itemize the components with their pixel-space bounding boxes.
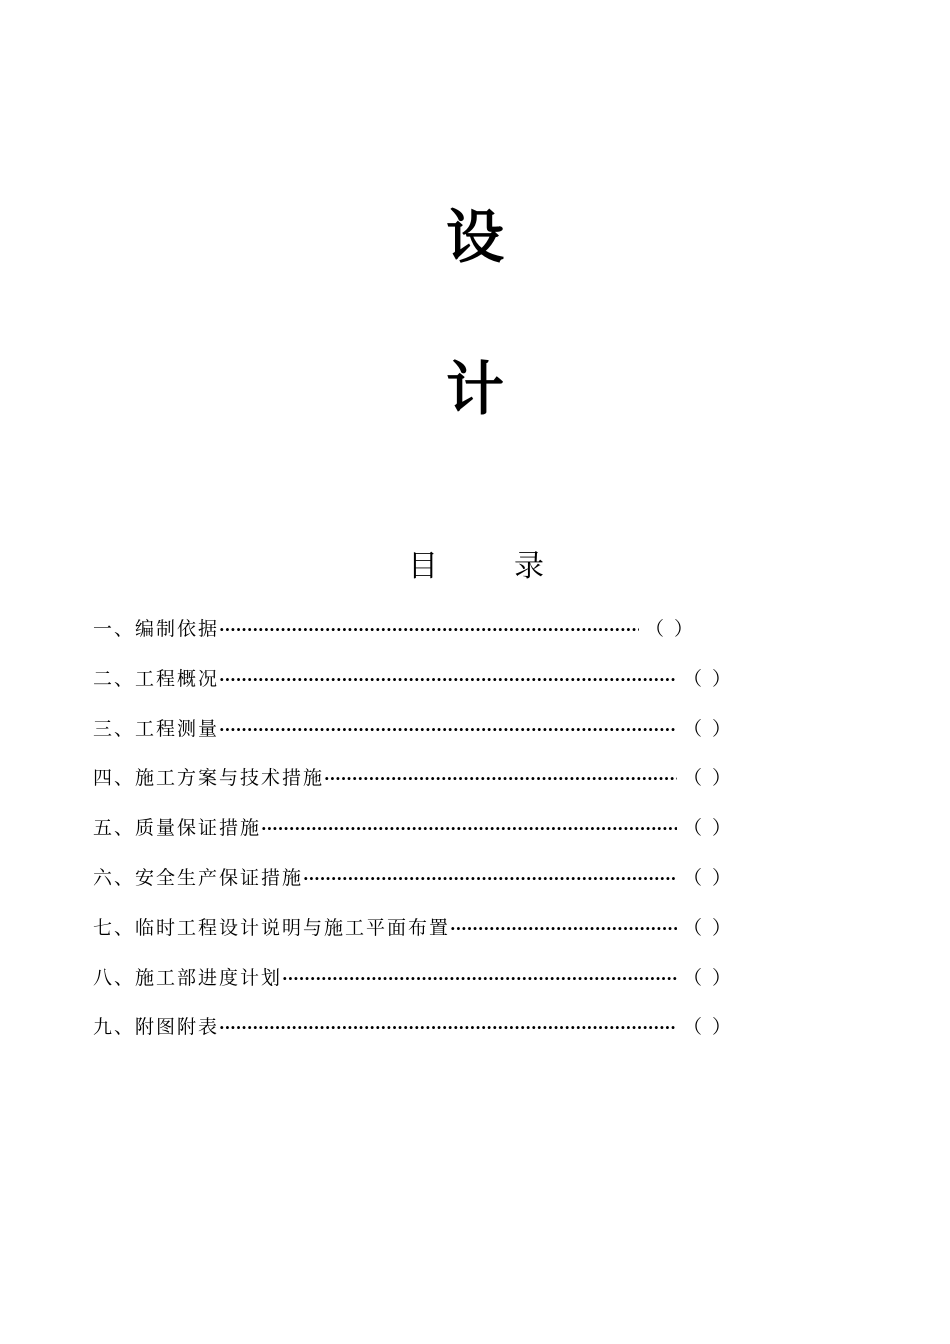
toc-item xyxy=(93,963,733,1013)
toc-page-ref: （ ） xyxy=(683,717,733,740)
toc-item xyxy=(93,1012,733,1062)
toc-heading-right: 录 xyxy=(514,549,544,584)
toc-page-ref: （ ） xyxy=(683,1016,733,1039)
toc-item xyxy=(93,863,733,913)
title-char-design-2: 计 xyxy=(445,355,504,423)
toc-page-ref: （ ） xyxy=(683,966,733,989)
toc-item-label: 八、施工部进度计划 xyxy=(93,966,283,989)
toc-list xyxy=(93,614,733,1062)
toc-leader-dots xyxy=(282,969,677,988)
toc-leader-dots xyxy=(303,869,677,888)
toc-item xyxy=(93,664,733,714)
toc-item-label: 六、安全生产保证措施 xyxy=(93,866,304,889)
toc-item xyxy=(93,763,733,813)
toc-leader-dots xyxy=(219,1018,677,1037)
toc-leader-dots xyxy=(219,620,639,639)
toc-leader-dots xyxy=(219,670,677,689)
toc-page-ref: （ ） xyxy=(645,618,696,640)
toc-leader-dots xyxy=(450,919,677,938)
toc-item-label: 五、质量保证措施 xyxy=(93,817,262,840)
toc-item xyxy=(93,813,733,863)
toc-page-ref: （ ） xyxy=(683,767,733,790)
toc-item xyxy=(93,714,733,764)
toc-item xyxy=(93,913,733,963)
toc-leader-dots xyxy=(219,720,677,739)
toc-page-ref: （ ） xyxy=(683,667,733,690)
toc-item-label: 四、施工方案与技术措施 xyxy=(93,767,325,790)
toc-item-label: 三、工程测量 xyxy=(93,717,220,740)
toc-item-label: 九、附图附表 xyxy=(93,1016,220,1039)
toc-heading xyxy=(408,549,544,584)
title-char-design-1: 设 xyxy=(445,203,504,271)
toc-item-label: 一、编制依据 xyxy=(93,618,220,640)
toc-item-label: 七、临时工程设计说明与施工平面布置 xyxy=(93,916,451,939)
toc-item-label: 二、工程概况 xyxy=(93,667,220,690)
toc-item xyxy=(93,614,733,664)
toc-page-ref: （ ） xyxy=(683,916,733,939)
toc-page-ref: （ ） xyxy=(683,866,733,889)
toc-leader-dots xyxy=(324,769,677,788)
toc-leader-dots xyxy=(261,819,677,838)
toc-page-ref: （ ） xyxy=(683,817,733,840)
toc-heading-left: 目 xyxy=(408,549,438,584)
